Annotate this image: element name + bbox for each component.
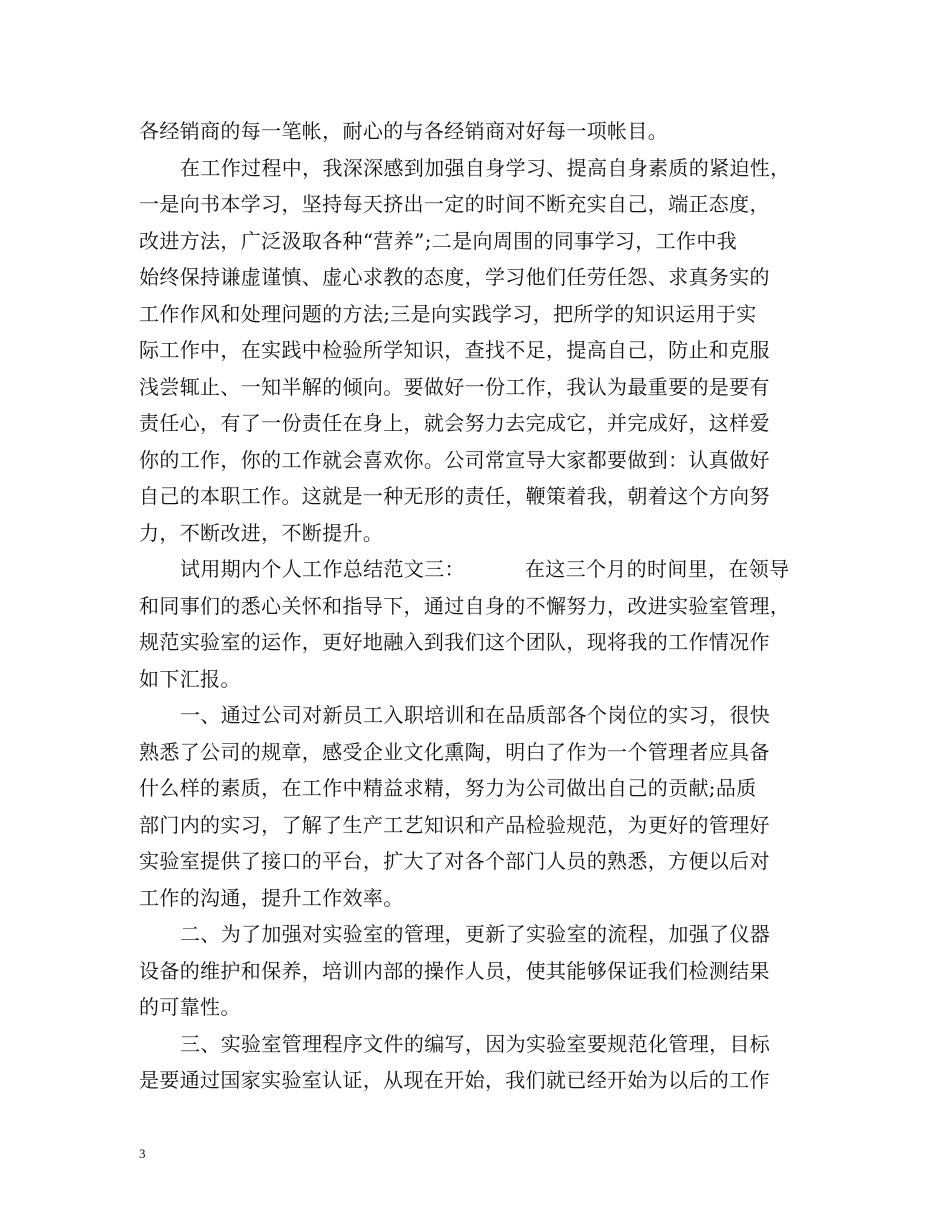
text-line: 如下汇报。: [139, 666, 241, 691]
text-line: 和同事们的悉心关怀和指导下，通过自身的不懈努力，改进实验室管理，: [139, 593, 791, 618]
text-line: 始终保持谦虚谨慎、虚心求教的态度，学习他们任劳任怨、求真务实的: [139, 265, 770, 289]
text-line: 实验室提供了接口的平台，扩大了对各个部门人员的熟悉，方便以后对: [139, 849, 770, 873]
text-line: 规范实验室的运作，更好地融入到我们这个团队，现将我的工作情况作: [139, 630, 770, 654]
text-line: 一、通过公司对新员工入职培训和在品质部各个岗位的实习，很快: [180, 703, 771, 727]
body-text: [139, 113, 819, 1099]
text-line: 你的工作，你的工作就会喜欢你。公司常宣导大家都要做到：认真做好: [139, 447, 770, 472]
text-line: 熟悉了公司的规章，感受企业文化熏陶，明白了作为一个管理者应具备: [139, 739, 770, 764]
text-line: 部门内的实习，了解了生产工艺知识和产品检验规范，为更好的管理好: [139, 812, 770, 837]
text-line: 工作的沟通，提升工作效率。: [139, 885, 404, 910]
text-line: 自己的本职工作。这就是一种无形的责任，鞭策着我，朝着这个方向努: [139, 484, 770, 508]
text-line: 二、为了加强对实验室的管理，更新了实验室的流程，加强了仪器: [180, 922, 771, 946]
text-line: 际工作中，在实践中检验所学知识，查找不足，提高自己，防止和克服: [139, 338, 770, 362]
text-line: 一是向书本学习，坚持每天挤出一定的时间不断充实自己，端正态度，: [139, 192, 770, 216]
text-line: 浅尝辄止、一知半解的倾向。要做好一份工作，我认为最重要的是要有: [139, 374, 770, 399]
page-number: 3: [139, 1146, 146, 1161]
text-line: 设备的维护和保养，培训内部的操作人员，使其能够保证我们检测结果: [139, 958, 770, 983]
text-line: 在工作过程中，我深深感到加强自身学习、提高自身素质的紧迫性，: [180, 155, 791, 180]
text-line: 什么样的素质，在工作中精益求精，努力为公司做出自己的贡献;品质: [139, 776, 757, 800]
text-line: 的可靠性。: [139, 995, 241, 1019]
text-line: 三、实验室管理程序文件的编写，因为实验室要规范化管理，目标: [180, 1031, 771, 1056]
text-line: 责任心，有了一份责任在身上，就会努力去完成它，并完成好，这样爱: [139, 411, 770, 435]
text-line-heading: [139, 551, 819, 588]
text-line: 改进方法，广泛汲取各种“营养”;二是向周围的同事学习，工作中我: [139, 228, 738, 253]
text-line: 各经销商的每一笔帐，耐心的与各经销商对好每一项帐目。: [139, 119, 669, 143]
section-heading: 试用期内个人工作总结范文三：: [180, 557, 465, 581]
text-line: 力，不断改进，不断提升。: [139, 520, 384, 545]
section-intro: 在这三个月的时间里，在领导: [524, 557, 790, 581]
text-line: 工作作风和处理问题的方法;三是向实践学习，把所学的知识运用于实: [139, 301, 757, 326]
text-line: 是要通过国家实验室认证，从现在开始，我们就已经开始为以后的工作: [139, 1068, 770, 1092]
